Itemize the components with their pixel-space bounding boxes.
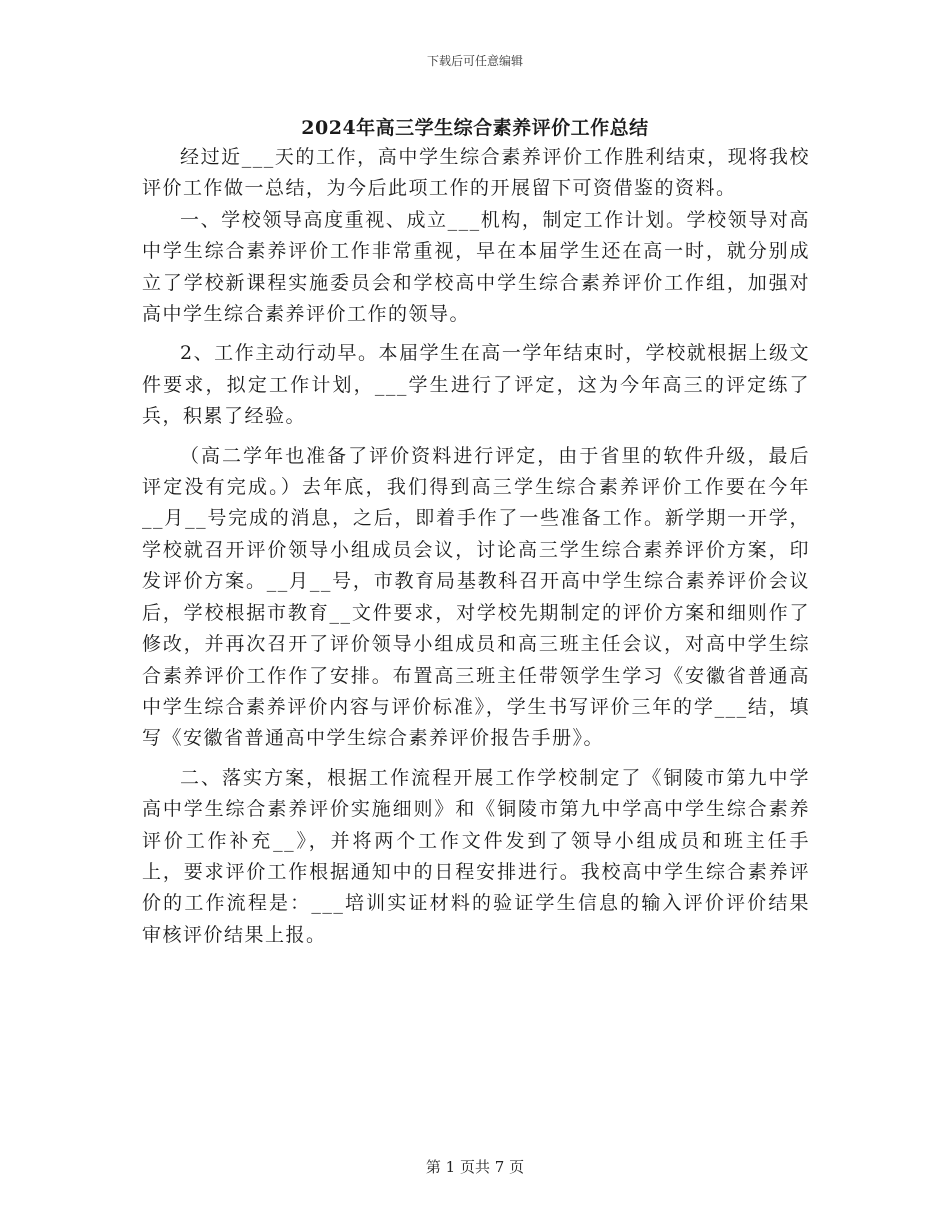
paragraph-grade-two-note: （高二学年也准备了评价资料进行评定，由于省里的软件升级，最后评定没有完成。）去年底，我们得到高三学生综合素养评价工作要在今年__月__号完成的消息，之后，即着手作了一些准备工作。新学期一开学，学校就召开评价领导小组成员会议，讨论高三学生综合素养评价方案，印发评价方案。__月__号，市教育局基教科召开高中学生综合素养评价会议后，学校根据市教育__文件要求，对学校先期制定的评价方案和细则作了修改，并再次召开了评价领导小组成员和高三班主任会议，对高中学生综合素养评价工作作了安排。布置高三班主任带领学生学习《安徽省普通高中学生综合素养评价内容与评价标准》，学生书写评价三年的学___结，填写《安徽省普通高中学生综合素养评价报告手册》。	[142, 444, 810, 750]
document-body	[142, 142, 810, 951]
paragraph-section-1: 一、学校领导高度重视、成立___机构，制定工作计划。学校领导对高中学生综合素养评价工作非常重视，早在本届学生还在高一时，就分别成立了学校新课程实施委员会和学校高中学生综合素养评价工作组，加强对高中学生综合素养评价工作的领导。	[142, 208, 810, 326]
paragraph-section-2: 2、工作主动行动早。本届学生在高一学年结束时，学校就根据上级文件要求，拟定工作计划，___学生进行了评定，这为今年高三的评定练了兵，积累了经验。	[142, 342, 810, 428]
paragraph-intro: 经过近___天的工作，高中学生综合素养评价工作胜利结束，现将我校评价工作做一总结，为今后此项工作的开展留下可资借鉴的资料。	[142, 146, 810, 200]
paragraph-implementation: 二、落实方案，根据工作流程开展工作学校制定了《铜陵市第九中学高中学生综合素养评价实施细则》和《铜陵市第九中学高中学生综合素养评价工作补充__》，并将两个工作文件发到了领导小组成员和班主任手上，要求评价工作根据通知中的日程安排进行。我校高中学生综合素养评价的工作流程是：___培训实证材料的验证学生信息的输入评价评价结果审核评价结果上报。	[142, 766, 810, 946]
page-header-note: 下载后可任意编辑	[426, 54, 523, 68]
page-number: 第 1 页共 7 页	[425, 1158, 525, 1176]
document-title: 2024年高三学生综合素养评价工作总结	[301, 117, 649, 139]
